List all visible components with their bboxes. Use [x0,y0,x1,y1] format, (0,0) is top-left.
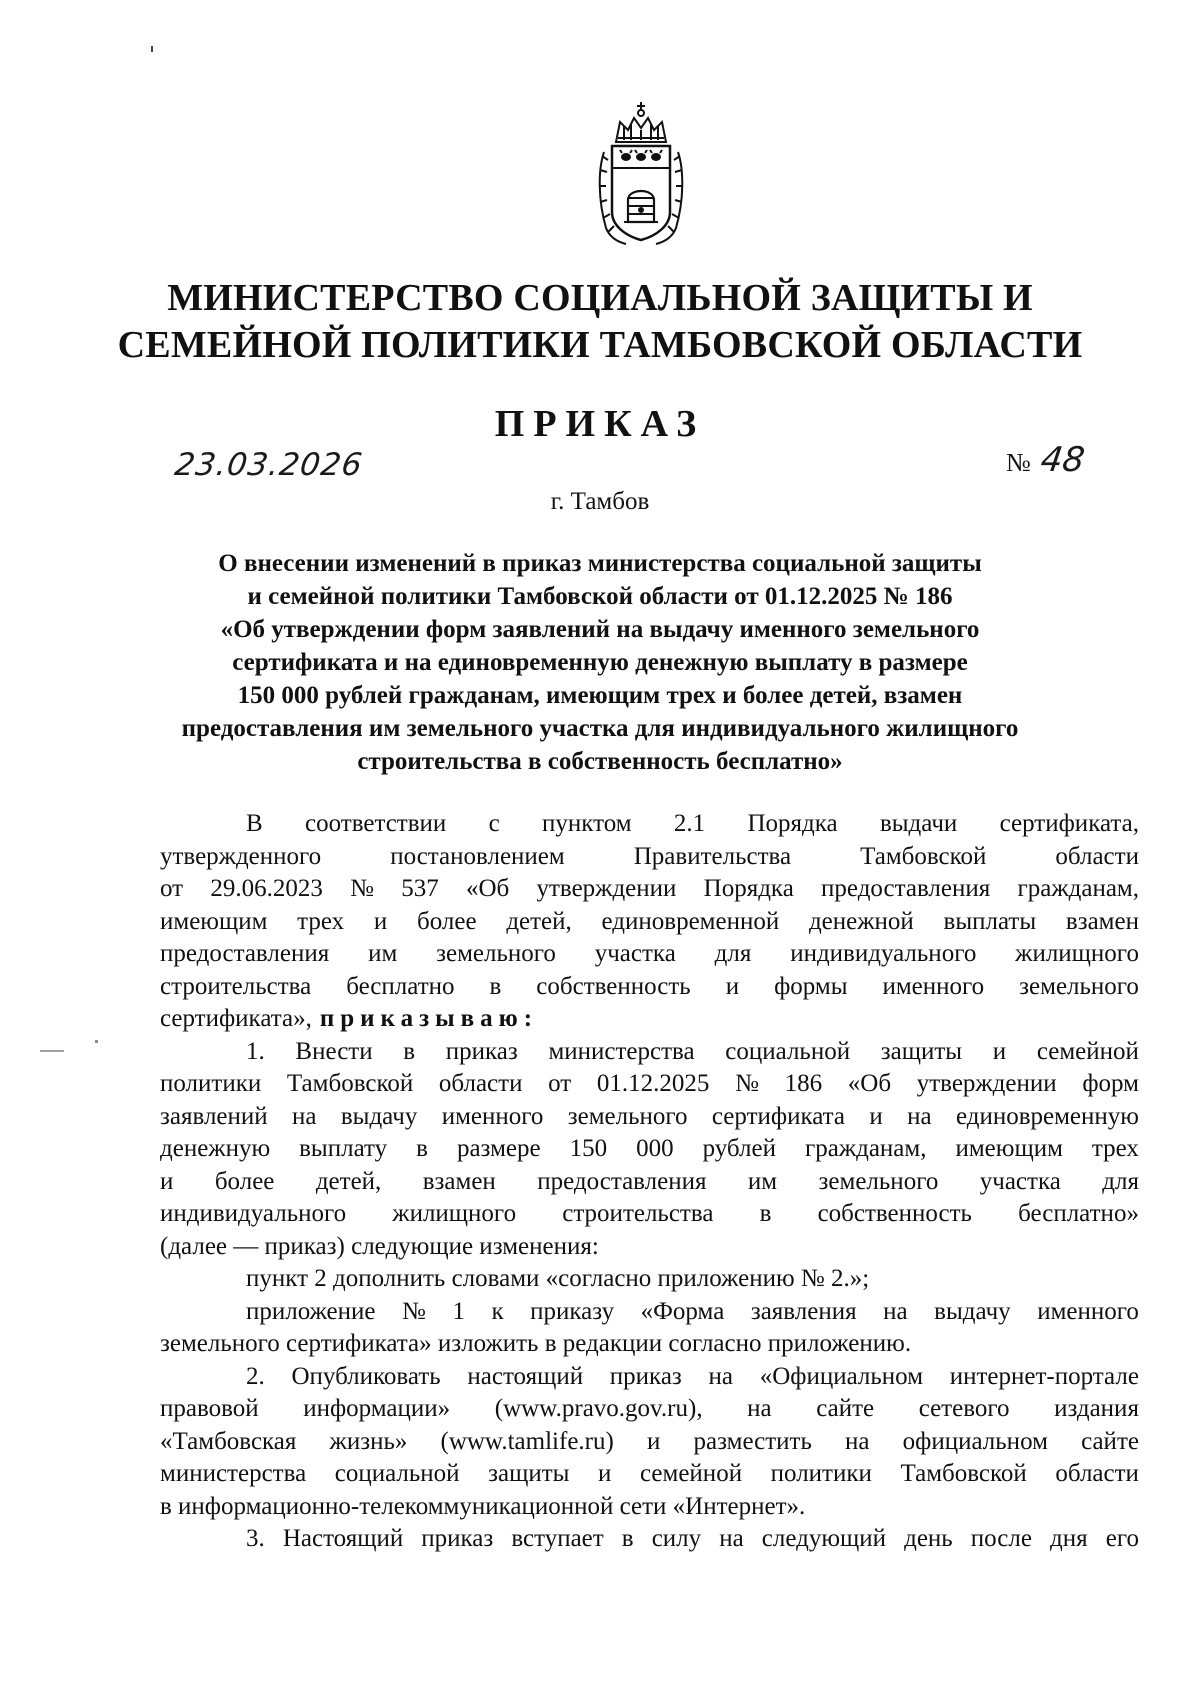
word: собственность [536,972,691,1000]
word: 01.12.2025 [596,1070,710,1097]
word: приложение [246,1297,376,1325]
body-line [160,1101,1139,1134]
word: утверждении [536,875,677,902]
word: области [438,1070,523,1097]
word: заявлений [160,1102,268,1130]
word: жилищного [392,1200,517,1227]
word: министерства [548,1037,695,1065]
ministry-name-line-2: СЕМЕЙНОЙ ПОЛИТИКИ ТАМБОВСКОЙ ОБЛАСТИ [117,324,1083,366]
word: сетевого [918,1395,1010,1422]
word: гражданам, [804,1135,927,1162]
word: на [719,1525,744,1552]
word: от [160,875,184,902]
order-heading [0,547,1200,778]
word: силу [651,1525,702,1552]
word: пунктом [542,810,632,837]
word: Тамбовской [860,842,987,870]
word: 2.1 [673,810,706,837]
word: и [160,1167,174,1195]
word: выдачу [934,1297,1011,1325]
word: трех [1091,1135,1139,1162]
body-line [160,1133,1139,1166]
body-line [160,841,1139,874]
word: к [491,1297,504,1325]
word: информации» [303,1395,451,1422]
word: (www.pravo.gov.ru), [494,1395,703,1422]
word: области [1055,1460,1139,1487]
word: и [598,1460,612,1487]
word: семейной [1036,1037,1139,1065]
word: интернет-портале [949,1362,1139,1390]
word: на [883,1297,908,1325]
body-line: пункт 2 дополнить словами «согласно приложению № 2.»; [246,1265,870,1292]
word: официальном [902,1427,1048,1455]
word: 186 [784,1070,823,1097]
word: его [1105,1525,1139,1552]
word: от [548,1070,572,1097]
body-line: земельного сертификата» изложить в редакции согласно приложению. [160,1330,912,1357]
resolution-word: приказываю [319,1005,524,1032]
word: более [417,907,477,935]
word: 537 [401,875,439,902]
word: и [725,972,740,1000]
body-line [160,873,1139,906]
word: постановлением [390,842,565,870]
word: собственность [817,1200,972,1227]
word: денежную [160,1135,271,1162]
word: на [292,1102,317,1130]
scan-speck [95,1040,98,1043]
body-line-resolution [160,1003,1139,1036]
word: 2. [246,1362,265,1390]
word: жизнь» [329,1427,408,1455]
word: гражданам, [1017,875,1139,902]
word: сайте [816,1395,875,1422]
word: строительства [562,1200,714,1227]
word: Внести [295,1037,373,1065]
order-date: 23.03.2026 [172,447,366,483]
word: В [246,810,263,837]
number-sign: № [1006,448,1031,477]
word: строительства [160,972,312,1000]
word: именного [882,972,985,1000]
body-line [160,906,1139,939]
body-line [160,808,1139,841]
word: № [350,875,374,902]
word: земельного [436,940,556,967]
word: выдачу [340,1102,418,1130]
word: в [403,1037,416,1065]
word: вступает [511,1525,604,1552]
word: выплаты [943,907,1037,935]
word: более [214,1167,275,1195]
word: 29.06.2023 [210,875,323,902]
word: утвержденного [160,842,322,870]
word: размере [456,1135,541,1162]
body-line [160,1458,1139,1491]
word: предоставления [160,940,330,967]
word: и [992,1037,1007,1065]
word: в [489,972,502,1000]
word: области [1055,842,1139,870]
body-line [160,1393,1139,1426]
word: с [488,810,500,837]
word: «Тамбовская [160,1427,297,1455]
body-line [160,1198,1139,1231]
word: «Форма [640,1297,725,1325]
word: политики [160,1070,262,1097]
word: день [904,1525,953,1552]
city: г. Тамбов [550,488,650,515]
word: приказ [609,1362,682,1390]
word: 1. [246,1037,265,1065]
word: бесплатно» [1018,1200,1139,1227]
word: № [402,1297,426,1325]
word: «Официальном [759,1362,924,1390]
word: денежной [808,907,914,935]
resolution-colon: : [523,1005,533,1032]
word: участка [594,940,676,967]
word: Тамбовской [286,1070,414,1097]
word: детей, [506,907,572,935]
word: трех [297,907,345,935]
body-line: (далее — приказ) следующие изменения: [160,1232,599,1260]
word: земельного [1019,972,1139,1000]
word: жилищного [1015,940,1139,967]
body-line [160,1068,1139,1101]
word: выдачи [879,810,958,837]
word: (www.tamlife.ru) [440,1427,614,1455]
word: приказу [530,1297,615,1325]
word: Опубликовать [291,1362,441,1390]
word: Порядка [747,810,838,837]
word: правовой [160,1395,259,1422]
word: на [907,1102,932,1130]
word: и [646,1427,661,1455]
word: после [970,1525,1032,1552]
word: утверждении [916,1070,1057,1097]
word: индивидуального [160,1200,347,1227]
ministry-name-line-1: МИНИСТЕРСТВО СОЦИАЛЬНОЙ ЗАЩИТЫ И [167,277,1033,319]
word: им [368,940,398,967]
body-line: в информационно-телекоммуникационной сети «Интернет». [160,1492,806,1520]
word: на [747,1395,772,1422]
scan-speck [40,1050,64,1052]
word: 1 [452,1297,465,1325]
word: приказ [421,1525,494,1552]
body-line [160,1166,1139,1199]
word: Тамбовской [900,1460,1027,1487]
word: семейной [640,1460,743,1487]
heading-line: предоставления им земельного участка для индивидуального жилищного [181,715,1019,742]
word: 150 [569,1135,608,1162]
heading-line: «Об утверждении форм заявлений на выдачу именного земельного [220,616,980,643]
word: земельного [567,1102,688,1130]
word: настоящий [467,1362,584,1390]
word: министерства [160,1460,307,1487]
word: заявления [750,1297,857,1325]
word: Порядка [703,875,794,902]
word: дня [1050,1525,1088,1552]
word: политики [770,1460,872,1487]
word: социальной [725,1037,851,1065]
body-line-text: сертификата», [160,1005,312,1032]
word: для [1102,1167,1139,1195]
heading-line: строительства в собственность бесплатно» [357,748,843,775]
heading-line: сертификата и на единовременную денежную выплату в размере [232,649,968,676]
word: единовременную [955,1102,1139,1130]
word: земельного [818,1167,939,1195]
word: «Об [847,1070,892,1097]
word: и [869,1102,883,1130]
body-line [160,1361,1139,1394]
word: в [621,1525,634,1552]
word: индивидуального [790,940,977,967]
order-title: ПРИКАЗ [494,403,706,445]
body-line [160,971,1139,1004]
word: сертификата [711,1102,845,1130]
word: рублей [702,1135,776,1162]
word: предоставления [537,1167,707,1195]
word: «Об [465,875,510,902]
word: взамен [1065,907,1139,935]
word: № [735,1070,759,1097]
word: для [714,940,752,967]
word: выплату [299,1135,388,1162]
word: Правительства [633,842,792,870]
word: бесплатно [346,972,455,1000]
word: на [845,1427,870,1455]
word: имеющим [160,907,268,935]
word: именного [441,1102,544,1130]
heading-line: 150 000 рублей гражданам, имеющим трех и более детей, взамен [237,682,963,709]
heading-line: О внесении изменений в приказ министерства социальной защиты [218,550,982,577]
body-line [160,1426,1139,1459]
word: соответствии [305,810,447,837]
word: 3. [246,1525,265,1552]
word: предоставления [821,875,991,902]
word: и [373,907,388,935]
word: следующий [761,1525,887,1552]
scan-speck [151,46,153,52]
body-line [160,1036,1139,1069]
word: имеющим [955,1135,1063,1162]
word: приказ [445,1037,518,1065]
body-line [160,1523,1139,1556]
order-number: 48 [1038,440,1087,480]
word: взамен [422,1167,496,1195]
word: единовременной [601,907,780,935]
body-line [160,1296,1139,1329]
coat-of-arms-icon [596,100,686,250]
word: им [747,1167,778,1195]
word: Настоящий [282,1525,404,1552]
word: защиты [880,1037,963,1065]
word: социальной [334,1460,460,1487]
word: формы [774,972,848,1000]
heading-line: и семейной политики Тамбовской области от 01.12.2025 № 186 [247,583,953,610]
word: издания [1054,1395,1139,1422]
word: детей, [315,1167,382,1195]
word: сайте [1081,1427,1139,1455]
word: 000 [636,1135,674,1162]
order-body [160,808,1139,1556]
word: в [759,1200,772,1227]
word: форм [1082,1070,1139,1097]
ministry-name [0,275,1200,369]
word: в [416,1135,428,1162]
word: сертификата, [999,810,1139,837]
body-line [160,938,1139,971]
word: защиты [488,1460,570,1487]
order-number-block [1006,440,1087,480]
word: именного [1037,1297,1139,1325]
word: разместить [693,1427,812,1455]
word: на [708,1362,733,1390]
word: участка [979,1167,1061,1195]
